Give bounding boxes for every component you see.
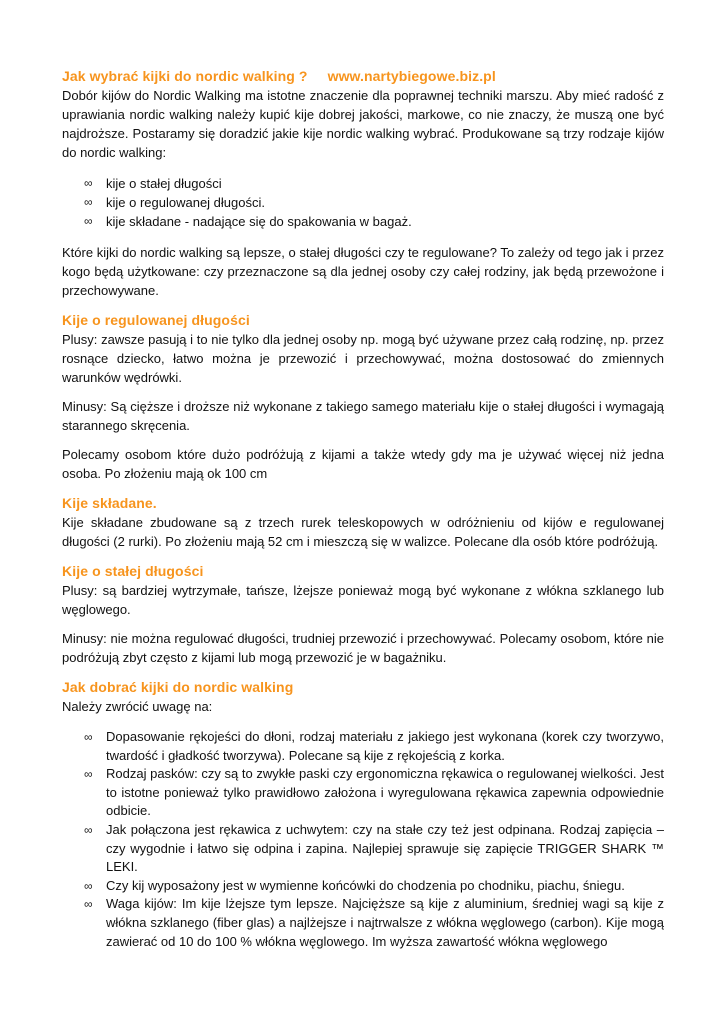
section-heading-regulated: Kije o regulowanej długości bbox=[62, 312, 250, 328]
list-item: ∞ Jak połączona jest rękawica z uchwytem: czy na stałe czy też jest odpinana. Rodzaj zapięcia – czy wygodnie i łatwo się odpina i zapina. Najlepiej sprawuje się zapięcie TRIGGER SHARK ™ LEKI. bbox=[84, 821, 664, 875]
section-heading-fixed: Kije o stałej długości bbox=[62, 563, 204, 579]
bullet-icon: ∞ bbox=[84, 878, 93, 893]
regulated-plus: Plusy: zawsze pasują i to nie tylko dla jednej osoby np. mogą być używane przez całą rodzinę, np. przez rosnące dziecko, łatwo można je przewozić i przechowywać, można dostosować do zmiennych warunków wędrówki. bbox=[62, 332, 664, 385]
list-item: ∞ Rodzaj pasków: czy są to zwykłe paski czy ergonomiczna rękawica o regulowanej wielkości. Jest to istotne ponieważ tylko prawidłowo założona i wyregulowana rękawica zapewnia odpowiednie odbicie. bbox=[84, 766, 664, 819]
bullet-icon: ∞ bbox=[84, 176, 93, 190]
title-text: Jak wybrać kijki do nordic walking ? bbox=[62, 68, 308, 84]
which-better-paragraph: Które kijki do nordic walking są lepsze, o stałej długości czy te regulowane? To zależy od tego jak i przez kogo będą użytkowane: czy przeznaczone są dla jednej osoby czy całej rodziny, jak będą przewożone i przechowywane. bbox=[62, 245, 664, 298]
list-item: ∞ Czy kij wyposażony jest w wymienne końcówki do chodzenia po chodniku, piachu, śniegu. bbox=[62, 877, 664, 896]
list-item: ∞ kije o regulowanej długości. bbox=[84, 195, 265, 210]
document-title bbox=[62, 66, 664, 86]
section-heading-choose: Jak dobrać kijki do nordic walking bbox=[62, 679, 294, 695]
intro-paragraph: Dobór kijów do Nordic Walking ma istotne znaczenie dla poprawnej techniki marszu. Aby mieć radość z uprawiania nordic walking należy kupić kije dobrej jakości, markowe, co nie znaczy, że muszą one być najdroższe. Postaramy się doradzić jakie kije nordic walking wybrać. Produkowane są trzy rodzaje kijów do nordic walking: bbox=[62, 88, 664, 160]
bullet-icon: ∞ bbox=[84, 214, 93, 228]
bullet-icon: ∞ bbox=[84, 897, 93, 912]
regulated-minus: Minusy: Są cięższe i droższe niż wykonane z takiego samego materiału kije o stałej długości i wymagają starannego skręcenia. bbox=[62, 399, 664, 433]
section-heading-folding: Kije składane. bbox=[62, 495, 157, 511]
list-item: ∞ kije składane - nadające się do spakowania w bagaż. bbox=[84, 214, 412, 229]
bullet-icon: ∞ bbox=[84, 822, 93, 837]
list-item: ∞ Waga kijów: Im kije lżejsze tym lepsze. Najcięższe są kije z aluminium, średniej wagi są kije z włókna szklanego (fiber glas) a najlżejsze i najtrwalsze z włókna węglowego (carbon). Kije mogą zawierać od 10 do 100 % włókna węglowego. Im wyższa zawartość włókna węglowego bbox=[84, 896, 664, 949]
bullet-icon: ∞ bbox=[84, 767, 93, 782]
pole-types-list bbox=[62, 174, 664, 231]
website-url[interactable]: www.nartybiegowe.biz.pl bbox=[327, 68, 496, 84]
list-item: ∞ Dopasowanie rękojeści do dłoni, rodzaj materiału z jakiego jest wykonana (korek czy tworzywo, twardość i gładkość tworzywa). Polecane są kije z rękojeścią z korka. bbox=[84, 729, 664, 763]
fixed-minus: Minusy: nie można regulować długości, trudniej przewozić i przechowywać. Polecamy osobom, które nie podróżują zbyt często z kijami lub mogą przewozić je w bagażniku. bbox=[62, 631, 664, 665]
choose-criteria-list bbox=[62, 728, 664, 951]
bullet-icon: ∞ bbox=[84, 730, 93, 744]
folding-text: Kije składane zbudowane są z trzech rurek teleskopowych w odróżnieniu od kijów e regulowanej długości (2 rurki). Po złożeniu mają 52 cm i mieszczą się w walizce. Polecane dla osób które podróżują. bbox=[62, 515, 664, 549]
regulated-recommend: Polecamy osobom które dużo podróżują z kijami a także wtedy gdy ma je używać więcej niż jedna osoba. Po złożeniu mają ok 100 cm bbox=[62, 447, 664, 481]
fixed-plus: Plusy: są bardziej wytrzymałe, tańsze, lżejsze ponieważ mogą być wykonane z włókna szklanego lub węglowego. bbox=[62, 583, 664, 617]
choose-lead: Należy zwrócić uwagę na: bbox=[62, 699, 213, 714]
list-item: ∞ kije o stałej długości bbox=[84, 176, 222, 191]
document-page bbox=[62, 66, 664, 951]
bullet-icon: ∞ bbox=[84, 195, 93, 209]
